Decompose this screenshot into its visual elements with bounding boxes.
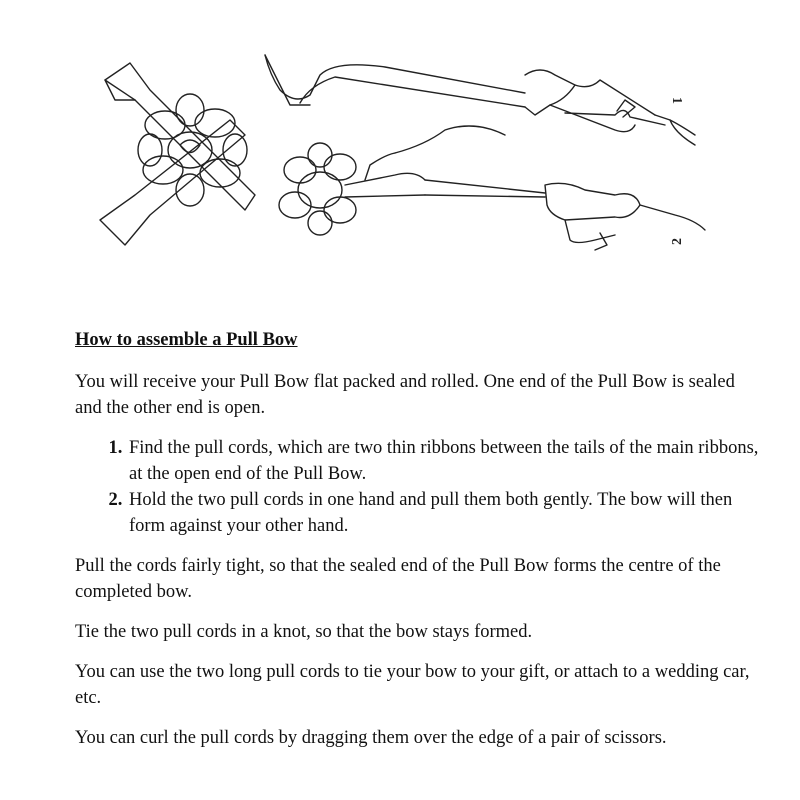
- pull-bow-illustration: [95, 45, 715, 270]
- step-item: 2. Hold the two pull cords in one hand and pull them both gently. The bow will then form against your other hand.: [127, 487, 765, 539]
- page-title: How to assemble a Pull Bow: [75, 330, 298, 350]
- steps-list: [75, 435, 765, 539]
- finished-bow-drawing: [100, 63, 255, 245]
- step-item: 1. Find the pull cords, which are two thin ribbons between the tails of the main ribbons, at the open end of the Pull Bow.: [127, 435, 765, 487]
- instruction-drawing: [95, 45, 715, 270]
- step-label-2: 2: [670, 238, 685, 245]
- step-label-1: 1: [669, 97, 684, 104]
- body-paragraph: Pull the cords fairly tight, so that the sealed end of the Pull Bow forms the centre of the completed bow.: [75, 556, 721, 602]
- body-paragraph: You can curl the pull cords by dragging them over the edge of a pair of scissors.: [75, 728, 667, 748]
- step-1-drawing: [265, 55, 695, 145]
- body-paragraph: You can use the two long pull cords to tie your bow to your gift, or attach to a wedding car, etc.: [75, 662, 750, 708]
- body-paragraph: Tie the two pull cords in a knot, so that the bow stays formed.: [75, 622, 533, 642]
- step-2-drawing: [279, 126, 705, 250]
- instructions-section: [75, 330, 765, 765]
- intro-paragraph: You will receive your Pull Bow flat packed and rolled. One end of the Pull Bow is sealed and the other end is open.: [75, 372, 735, 418]
